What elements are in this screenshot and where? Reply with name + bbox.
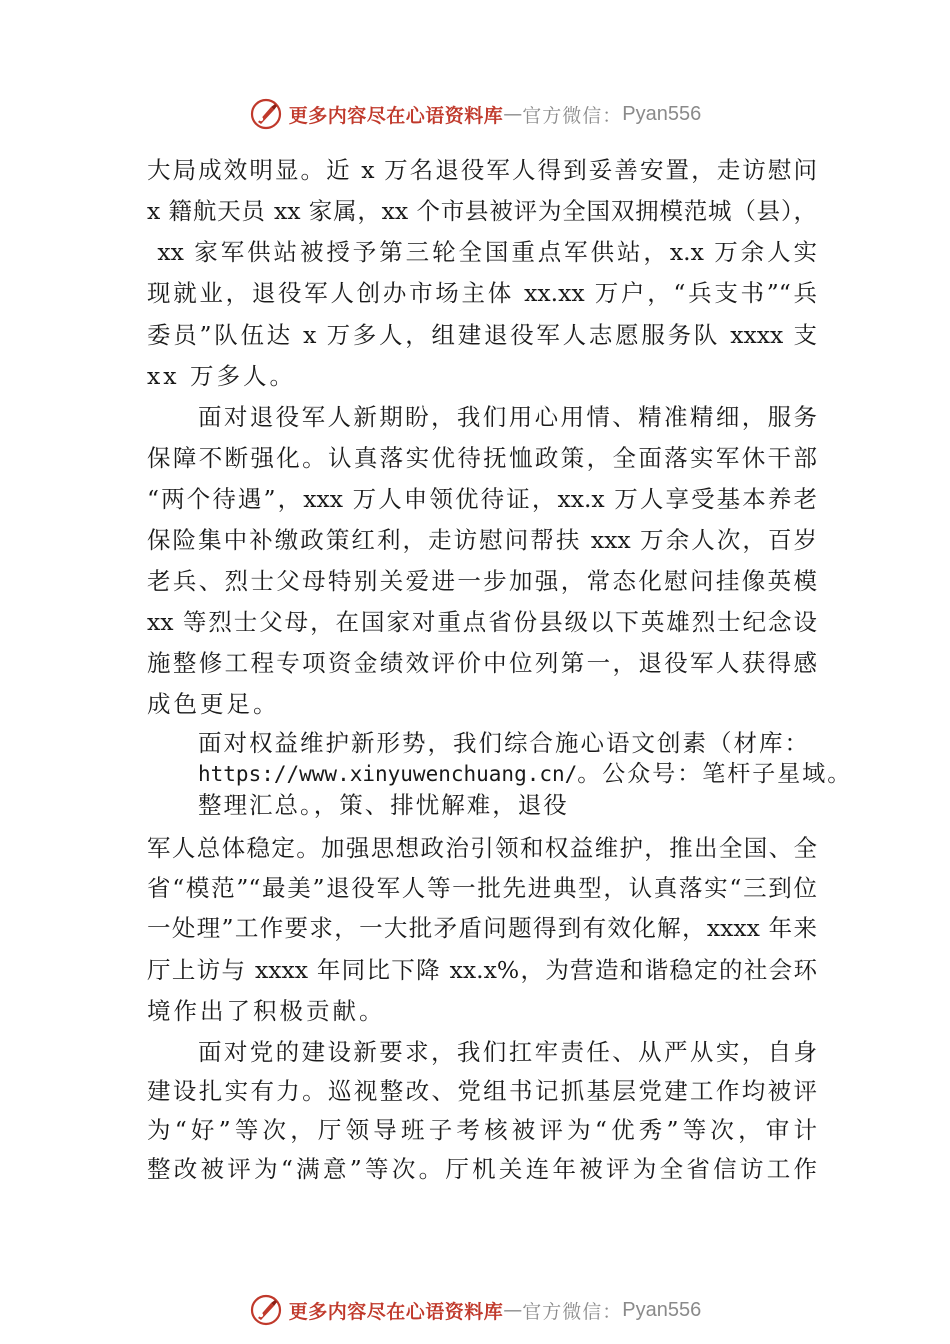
source-line — [198, 759, 878, 789]
text-line: 保险集中补缴政策红利，走访慰问帮扶 xxx 万余人次，百岁 — [147, 526, 817, 554]
pen-logo-icon — [249, 1293, 283, 1327]
text-line: 为“好”等次，厅领导班子考核被评为“优秀”等次，审计 — [147, 1116, 817, 1144]
paragraph-start: 面对退役军人新期盼，我们用心用情、精准精细，服务 — [198, 403, 817, 431]
text-line: “两个待遇”，xxx 万人申领优待证，xx.x 万人享受基本养老 — [147, 485, 817, 513]
banner-title: 更多内容尽在心语资料库 — [288, 104, 504, 127]
text-line: 现就业，退役军人创办市场主体 xx.xx 万户，“兵支书”“兵 — [147, 279, 817, 307]
text-line: 省“模范”“最美”退役军人等一批先进典型，认真落实“三到位 — [147, 874, 817, 902]
text-line: 成色更足。 — [147, 690, 280, 718]
text-line: xx 等烈士父母，在国家对重点省份县级以下英雄烈士纪念设 — [147, 608, 817, 636]
banner-dash: — — [503, 1299, 523, 1321]
text-line: 一处理”工作要求，一大批矛盾问题得到有效化解，xxxx 年来 — [147, 914, 817, 942]
text-line: 保障不断强化。认真落实优待抚恤政策，全面落实军休干部 — [147, 444, 817, 472]
text-line: 施整修工程专项资金绩效评价中位列第一，退役军人获得感 — [147, 649, 817, 677]
text-line: 建设扎实有力。巡视整改、党组书记抓基层党建工作均被评 — [147, 1077, 817, 1105]
text-line: 老兵、烈士父母特别关爱进一步加强，常态化慰问挂像英模 — [147, 567, 817, 595]
source-url: https://www.xinyuwenchuang.cn/ — [198, 762, 578, 786]
text-line: 整理汇总。，策、排忧解难，退役 — [198, 791, 569, 819]
text-line: xx 万多人。 — [147, 362, 296, 390]
banner-wechat-id: Pyan556 — [622, 1298, 702, 1321]
text-line: 境作出了积极贡献。 — [147, 997, 386, 1025]
footer-banner — [0, 1290, 950, 1330]
banner-title: 更多内容尽在心语资料库 — [288, 1300, 504, 1323]
text-line: 军人总体稳定。加强思想政治引领和权益维护，推出全国、全 — [147, 834, 817, 862]
banner-wechat-label: 官方微信： — [522, 1300, 623, 1323]
banner-dash: — — [503, 103, 523, 125]
text-line: 厅上访与 xxxx 年同比下降 xx.x%，为营造和谐稳定的社会环 — [147, 956, 817, 984]
source-note: 。公众号：笔杆子星域。 — [577, 761, 853, 787]
text-line: 大局成效明显。近 x 万名退役军人得到妥善安置，走访慰问 — [147, 156, 817, 184]
text-line: 委员”队伍达 x 万多人，组建退役军人志愿服务队 xxxx 支 — [147, 321, 817, 349]
banner-wechat-label: 官方微信： — [522, 104, 623, 127]
paragraph-start: 面对党的建设新要求，我们扛牢责任、从严从实，自身 — [198, 1038, 817, 1066]
banner-wechat-id: Pyan556 — [622, 102, 702, 125]
text-line: x 籍航天员 xx 家属，xx 个市县被评为全国双拥模范城（县）， — [147, 197, 817, 225]
paragraph-start: 面对权益维护新形势，我们综合施心语文创素（材库： — [198, 729, 810, 757]
text-line: xx 家军供站被授予第三轮全国重点军供站，x.x 万余人实 — [147, 238, 817, 266]
text-line: 整改被评为“满意”等次。厅机关连年被评为全省信访工作 — [147, 1155, 817, 1183]
